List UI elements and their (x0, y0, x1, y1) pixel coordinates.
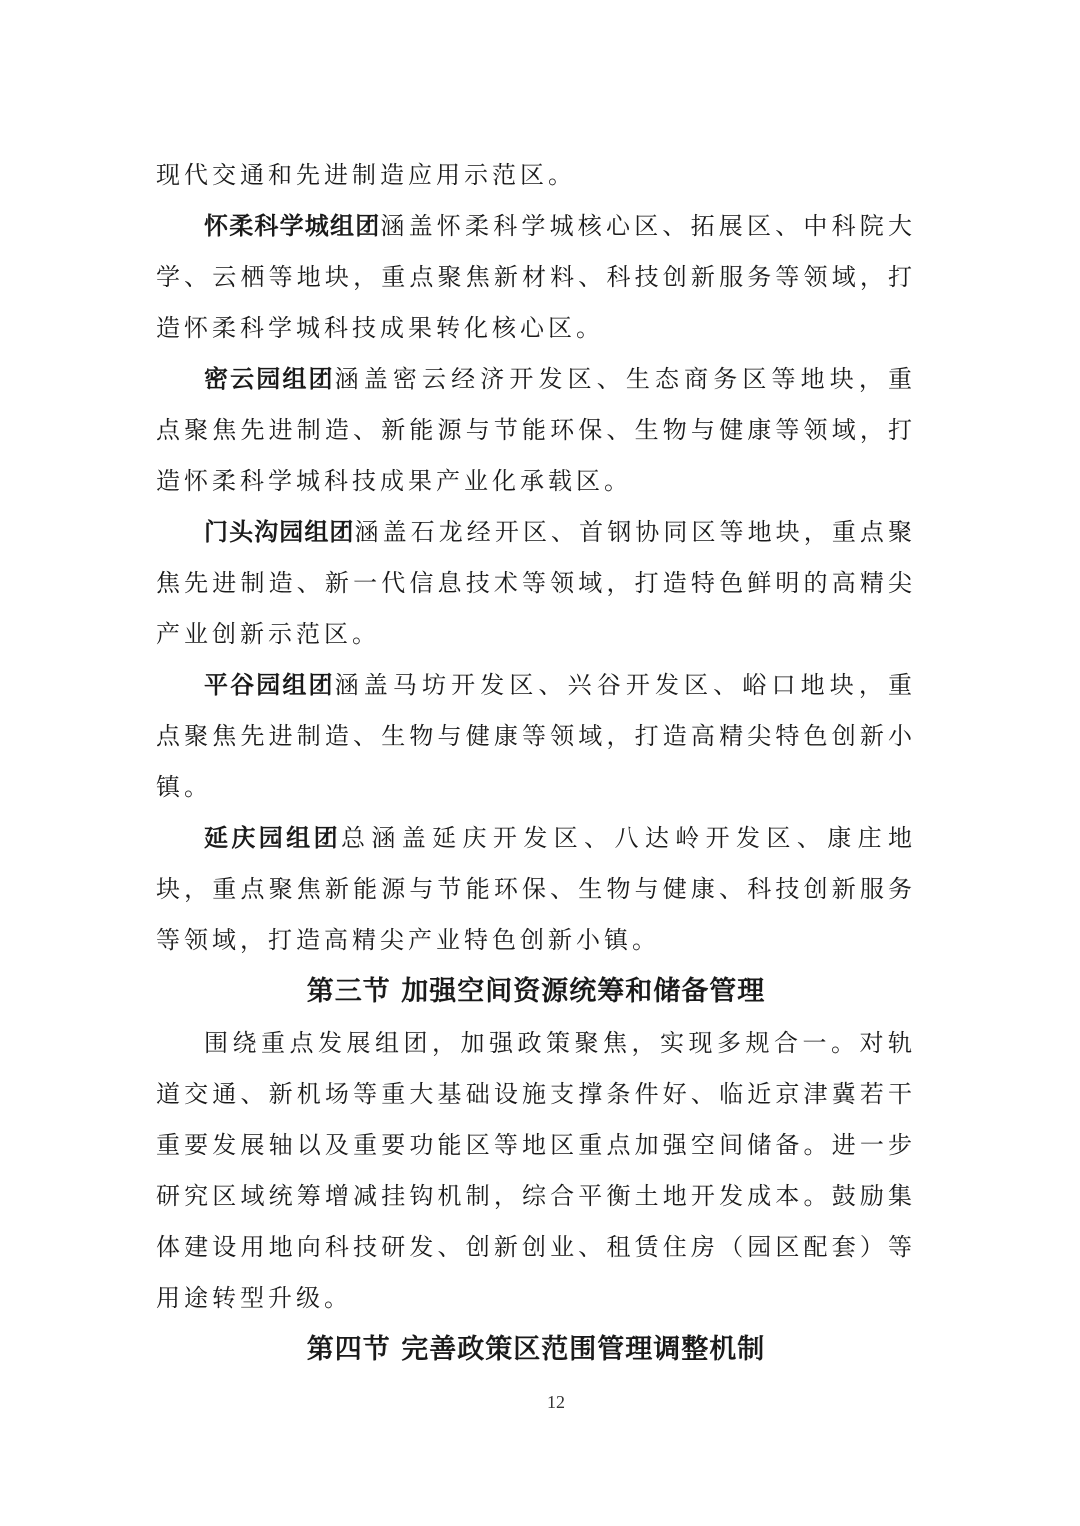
group-name-pinggu: 平谷园组团 (204, 671, 335, 699)
group-name-huairou: 怀柔科学城组团 (204, 212, 381, 240)
group-paragraph-pinggu (156, 660, 916, 813)
section-3-heading: 第三节 加强空间资源统筹和储备管理 (306, 976, 766, 1007)
group-text-huairou: 涵盖怀柔科学城核心区、拓展区、中科院大学、云栖等地块，重点聚焦新材料、科技创新服务等领域，打造怀柔科学城科技成果转化核心区。 (156, 212, 917, 342)
section-3-body: 围绕重点发展组团，加强政策聚焦，实现多规合一。对轨道交通、新机场等重大基础设施支撑条件好、临近京津冀若干重要发展轴以及重要功能区等地区重点加强空间储备。进一步研究区域统筹增减挂钩机制，综合平衡土地开发成本。鼓励集体建设用地向科技研发、创新创业、租赁住房（园区配套）等用途转型升级。 (156, 1029, 916, 1312)
group-text-pinggu: 涵盖马坊开发区、兴谷开发区、峪口地块，重点聚焦先进制造、生物与健康等领域，打造高精尖特色创新小镇。 (156, 671, 916, 801)
page-number: 12 (547, 1392, 565, 1412)
group-name-yanqing: 延庆园组团 (204, 824, 341, 852)
group-name-mentougou: 门头沟园组团 (204, 518, 355, 546)
group-paragraph-miyun (156, 354, 916, 507)
group-text-mentougou: 涵盖石龙经开区、首钢协同区等地块，重点聚焦先进制造、新一代信息技术等领域，打造特色鲜明的高精尖产业创新示范区。 (156, 518, 917, 648)
intro-paragraph-tail: 现代交通和先进制造应用示范区。 (156, 161, 576, 189)
group-text-yanqing: 总涵盖延庆开发区、八达岭开发区、康庄地块，重点聚焦新能源与节能环保、生物与健康、科技创新服务等领域，打造高精尖产业特色创新小镇。 (156, 824, 917, 954)
document-body (156, 150, 916, 1376)
group-text-miyun: 涵盖密云经济开发区、生态商务区等地块，重点聚焦先进制造、新能源与节能环保、生物与健康等领域，打造怀柔科学城科技成果产业化承载区。 (156, 365, 916, 495)
section-4-heading: 第四节 完善政策区范围管理调整机制 (306, 1334, 766, 1365)
group-paragraph-mentougou (156, 507, 916, 660)
group-paragraph-yanqing (156, 813, 916, 966)
group-paragraph-huairou (156, 201, 916, 354)
group-name-miyun: 密云园组团 (204, 365, 335, 393)
